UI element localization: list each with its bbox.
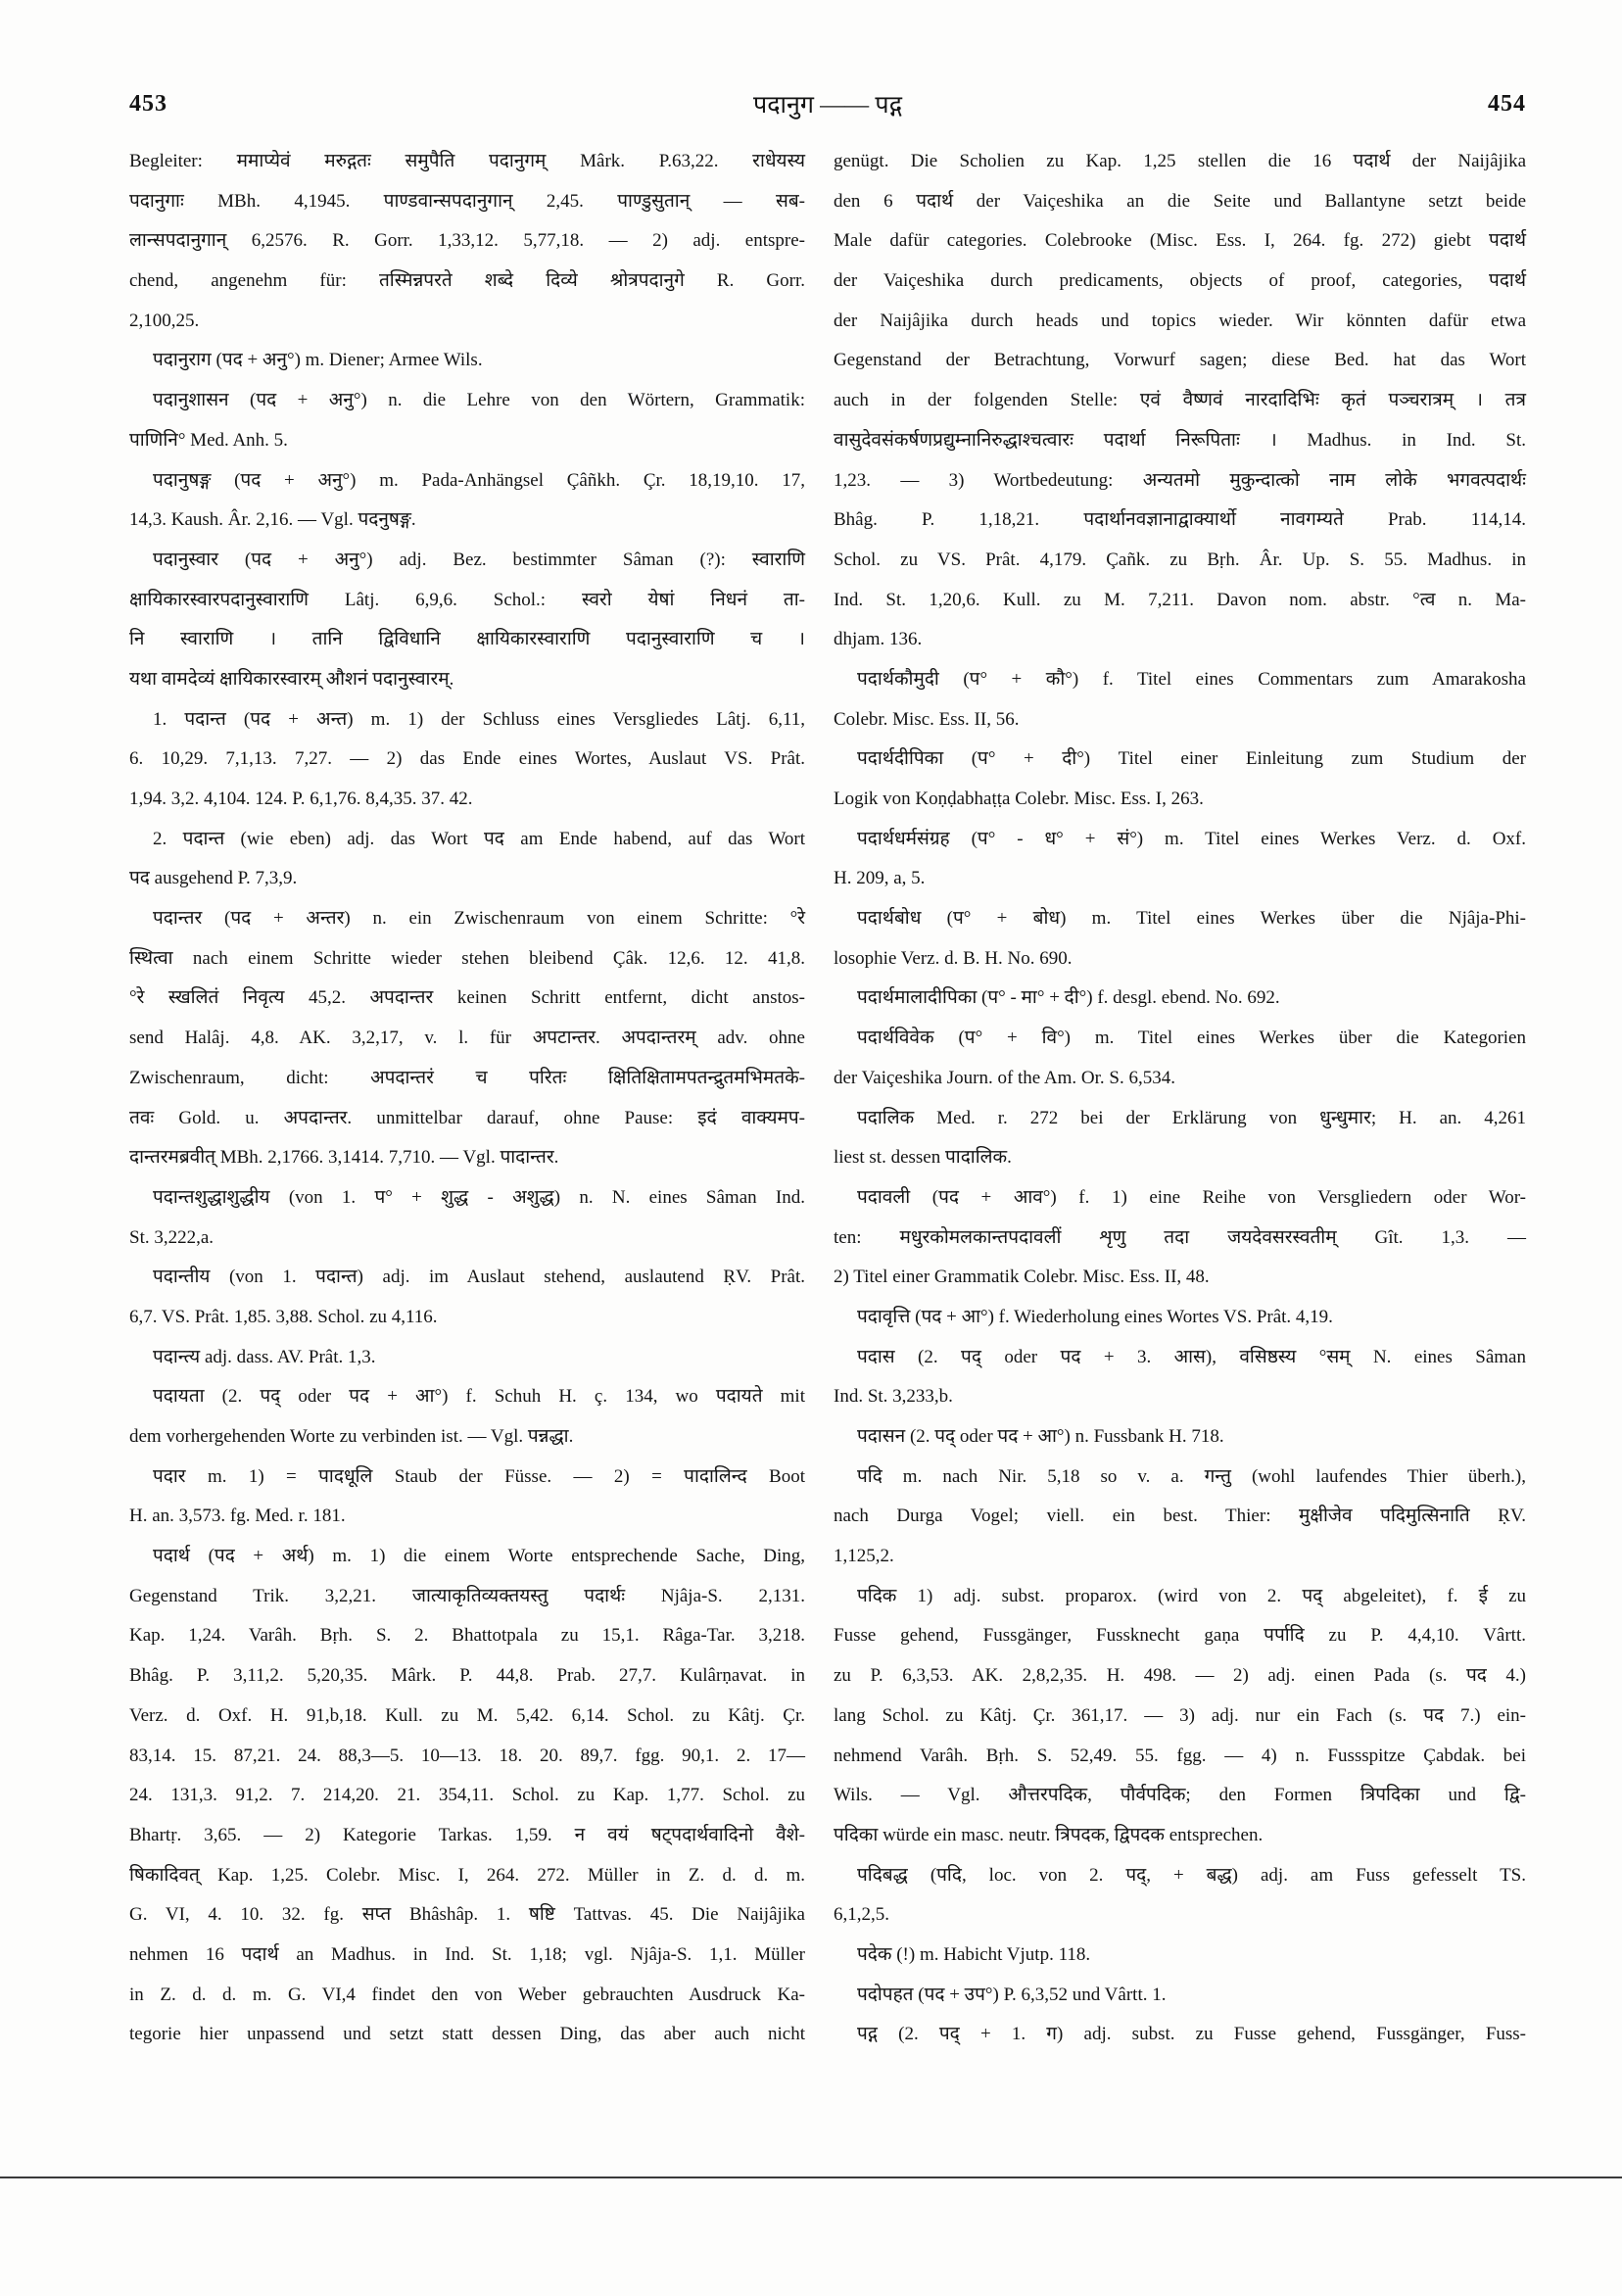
entry-line: पदान्त्य adj. dass. AV. Prât. 1,3. — [153, 1346, 376, 1367]
dictionary-entry — [129, 1458, 805, 1537]
entry-line: tegorie hier unpassend und setzt statt dessen Ding, das aber auch nicht — [129, 2024, 805, 2045]
entry-line: पदानुस्वार (पद + अनु°) adj. Bez. bestimmter Sâman (?): स्वाराणि — [153, 549, 805, 570]
entry-line: Male dafür categories. Colebrooke (Misc. Ess. I, 264. fg. 272) giebt पदार्थ — [834, 230, 1526, 252]
entry-line: 2) Titel einer Grammatik Colebr. Misc. Ess. II, 48. — [834, 1267, 1210, 1288]
entry-line: 1,23. — 3) Wortbedeutung: अन्यतमो मुकुन्दात्को नाम लोके भगवत्पदार्थः — [834, 469, 1526, 491]
dictionary-entry — [834, 740, 1526, 819]
entry-line: पदास (2. पद् oder पद + 3. आस), वसिष्ठस्य °सम् N. eines Sâman — [857, 1346, 1526, 1367]
entry-line: पदि m. nach Nir. 5,18 so v. a. गन्तु (wohl laufendes Thier überh.), — [857, 1465, 1526, 1487]
entry-line: क्षायिकारस्वारपदानुस्वाराणि Lâtj. 6,9,6. Schol.: स्वरो येषां निधनं ता- — [129, 589, 805, 610]
entry-line: nehmen 16 पदार्थ an Madhus. in Ind. St. 1,18; vgl. Njâja-S. 1,1. Müller — [129, 1943, 805, 1965]
entry-line: पदार्थधर्मसंग्रह (प° - ध° + सं°) m. Titel eines Werkes Verz. d. Oxf. — [857, 828, 1526, 849]
entry-line: पदासन (2. पद् oder पद + आ°) n. Fussbank H. 718. — [857, 1426, 1224, 1447]
left-column — [129, 142, 805, 2055]
dictionary-entry — [129, 541, 805, 700]
dictionary-entry — [129, 700, 805, 820]
page-number-left: 453 — [129, 90, 167, 117]
entry-line: पदेक (!) m. Habicht Vjutp. 118. — [857, 1943, 1091, 1965]
entry-line: तवः Gold. u. अपदान्तर. unmittelbar darauf, ohne Pause: इदं वाक्यमप- — [129, 1107, 805, 1128]
entry-line: यथा वामदेव्यं क्षायिकारस्वारम् औशनं पदानुस्वारम्. — [129, 668, 454, 690]
dictionary-entry — [834, 1856, 1526, 1936]
entry-line: °रे स्खलितं निवृत्य 45,2. अपदान्तर keinen Schritt entfernt, dicht anstos- — [129, 987, 805, 1009]
entry-line: zu P. 6,3,53. AK. 2,8,2,35. H. 498. — 2) adj. einen Pada (s. पद 4.) — [834, 1665, 1526, 1687]
entry-line: पदिक 1) adj. subst. proparox. (wird von 2. पद् abgeleitet), f. ई zu — [857, 1585, 1526, 1606]
entry-line: पदान्तशुद्धाशुद्धीय (von 1. प° + शुद्ध - अशुद्ध) n. N. eines Sâman Ind. — [153, 1186, 805, 1208]
dictionary-entry — [834, 660, 1526, 740]
entry-line: 6,1,2,5. — [834, 1904, 889, 1926]
entry-line: 1,125,2. — [834, 1546, 894, 1567]
entry-line: auch in der folgenden Stelle: एवं वैष्णवं नारदादिभिः कृतं पञ्चरात्रम् । तत्र — [834, 390, 1526, 411]
entry-line: पदार्थ (पद + अर्थ) m. 1) die einem Worte entsprechende Sache, Ding, — [153, 1546, 805, 1567]
entry-line: पाणिनि° Med. Anh. 5. — [129, 429, 288, 451]
entry-line: पदालिक Med. r. 272 bei der Erklärung von धुन्धुमार; H. an. 4,261 — [857, 1107, 1526, 1128]
page-number-right: 454 — [1488, 90, 1526, 117]
entry-line: Bhâg. P. 3,11,2. 5,20,35. Mârk. P. 44,8. Prab. 27,7. Kulârṇavat. in — [129, 1665, 805, 1687]
dictionary-entry — [834, 1178, 1526, 1298]
running-header — [129, 84, 1526, 123]
entry-line: 1. पदान्त (पद + अन्त) m. 1) der Schluss eines Versgliedes Lâtj. 6,11, — [153, 708, 805, 730]
entry-line: 24. 131,3. 91,2. 7. 214,20. 21. 354,11. Schol. zu Kap. 1,77. Schol. zu — [129, 1785, 805, 1806]
entry-line: Wils. — Vgl. औत्तरपदिक, पौर्वपदिक; den Formen त्रिपदिका und द्वि- — [834, 1785, 1526, 1806]
entry-line: losophie Verz. d. B. H. No. 690. — [834, 947, 1073, 969]
entry-line: पदार्थमालादीपिका (प° - मा° + दी°) f. desgl. ebend. No. 692. — [857, 987, 1280, 1009]
dictionary-entry — [129, 341, 805, 381]
dictionary-entry — [129, 820, 805, 899]
footer-rule — [0, 2176, 1622, 2178]
entry-line: Logik von Koṇḍabhaṭṭa Colebr. Misc. Ess. I, 263. — [834, 789, 1204, 809]
entry-line: Gegenstand Trik. 3,2,21. जात्याकृतिव्यक्तयस्तु पदार्थः Njâja-S. 2,131. — [129, 1585, 805, 1606]
entry-line: 2. पदान्त (wie eben) adj. das Wort पद am Ende habend, auf das Wort — [153, 828, 805, 849]
entry-line: der Vaiçeshika Journ. of the Am. Or. S. 6,534. — [834, 1067, 1175, 1088]
running-title: पदानुग —— पद्ग — [753, 92, 902, 119]
entry-line: 14,3. Kaush. Âr. 2,16. — Vgl. पदनुषङ्ग. — [129, 509, 416, 531]
entry-line: G. VI, 4. 10. 32. fg. सप्त Bhâshâp. 1. षष्टि Tattvas. 45. Die Naijâjika — [129, 1904, 805, 1926]
entry-line: der Vaiçeshika durch predicaments, objects of proof, categories, पदार्थ — [834, 270, 1526, 292]
entry-line: Gegenstand der Betrachtung, Vorwurf sagen; diese Bed. hat das Wort — [834, 350, 1526, 371]
entry-line: स्थित्वा nach einem Schritte wieder stehen bleibend Çâk. 12,6. 12. 41,8. — [129, 947, 805, 969]
entry-line: genügt. Die Scholien zu Kap. 1,25 stellen die 16 पदार्थ der Naijâjika — [834, 151, 1526, 171]
dictionary-entry — [129, 1537, 805, 2055]
dictionary-entry — [129, 142, 805, 341]
entry-line: nehmend Varâh. Bṛh. S. 52,49. 55. fgg. — 4) n. Fussspitze Çabdak. bei — [834, 1745, 1526, 1766]
dictionary-entry — [834, 142, 1526, 660]
dictionary-entry — [834, 899, 1526, 979]
entry-line: Ind. St. 3,233,b. — [834, 1386, 953, 1408]
entry-line: Bhartṛ. 3,65. — 2) Kategorie Tarkas. 1,59. न वयं षट्पदार्थवादिनो वैशे- — [129, 1824, 805, 1845]
entry-line: 83,14. 15. 87,21. 24. 88,3—5. 10—13. 18. 20. 89,7. fgg. 90,1. 2. 17— — [129, 1745, 805, 1766]
entry-line: nach Durga Vogel; viell. ein best. Thier: मुक्षीजेव पदिमुत्सिनाति ṚV. — [834, 1506, 1526, 1527]
dictionary-entry — [129, 1338, 805, 1378]
entry-line: ten: मधुरकोमलकान्तपदावलीं शृणु तदा जयदेवसरस्वतीम् Gît. 1,3. — — [834, 1226, 1526, 1248]
dictionary-entry — [129, 899, 805, 1178]
entry-line: पदावली (पद + आव°) f. 1) eine Reihe von Versgliedern oder Wor- — [857, 1186, 1526, 1208]
entry-line: dhjam. 136. — [834, 629, 923, 650]
dictionary-entry — [129, 1258, 805, 1337]
entry-line: Zwischenraum, dicht: अपदान्तरं च परितः क्षितिक्षितामपतन्द्रुतमभिमतके- — [129, 1067, 805, 1088]
dictionary-entry — [834, 1577, 1526, 1856]
entry-line: पदानुराग (पद + अनु°) m. Diener; Armee Wils. — [153, 350, 483, 371]
dictionary-entry — [834, 1417, 1526, 1458]
entry-line: नि स्वाराणि । तानि द्विविधानि क्षायिकारस्वाराणि पदानुस्वाराणि च । — [129, 629, 805, 650]
entry-line: पदार्थकौमुदी (प° + कौ°) f. Titel eines Commentars zum Amarakosha — [857, 668, 1526, 690]
dictionary-entry — [129, 1178, 805, 1258]
entry-line: वासुदेवसंकर्षणप्रद्युम्नानिरुद्धाश्चत्वारः पदार्था निरूपिताः । Madhus. in Ind. St. — [834, 429, 1526, 451]
dictionary-entry — [834, 1019, 1526, 1098]
dictionary-entry — [834, 820, 1526, 899]
entry-line: send Halâj. 4,8. AK. 3,2,17, v. l. für अपटान्तर. अपदान्तरम् adv. ohne — [129, 1028, 805, 1049]
entry-line: पदान्तीय (von 1. पदान्त) adj. im Auslaut stehend, auslautend ṚV. Prât. — [153, 1267, 805, 1288]
entry-line: H. 209, a, 5. — [834, 868, 926, 889]
entry-line: पदार्थदीपिका (प° + दी°) Titel einer Einleitung zum Studium der — [857, 748, 1526, 770]
entry-line: षिकादिवत् Kap. 1,25. Colebr. Misc. I, 264. 272. Müller in Z. d. d. m. — [129, 1864, 805, 1886]
entry-line: Begleiter: ममाप्येवं मरुद्गतः समुपैति पदानुगम् Mârk. P.63,22. राधेयस्य — [129, 151, 805, 171]
entry-line: पदानुगाः MBh. 4,1945. पाण्डवान्सपदानुगान् 2,45. पाण्डुसुतान् — सब- — [129, 190, 805, 212]
entry-line: lang Schol. zu Kâtj. Çr. 361,17. — 3) adj. nur ein Fach (s. पद 7.) ein- — [834, 1704, 1526, 1726]
entry-line: पदोपहत (पद + उप°) P. 6,3,52 und Vârtt. 1. — [857, 1984, 1167, 2005]
entry-line: 6,7. VS. Prât. 1,85. 3,88. Schol. zu 4,116. — [129, 1306, 438, 1327]
entry-line: पद ausgehend P. 7,3,9. — [129, 868, 298, 889]
entry-line: Ind. St. 1,20,6. Kull. zu M. 7,211. Davon nom. abstr. °त्व n. Ma- — [834, 589, 1526, 610]
dictionary-entry — [129, 381, 805, 460]
entry-line: पदानुशासन (पद + अनु°) n. die Lehre von den Wörtern, Grammatik: — [153, 390, 805, 411]
dictionary-entry — [834, 1338, 1526, 1417]
right-column — [834, 142, 1526, 2055]
entry-line: 6. 10,29. 7,1,13. 7,27. — 2) das Ende eines Wortes, Auslaut VS. Prât. — [129, 748, 805, 770]
entry-line: दान्तरमब्रवीत् MBh. 2,1766. 3,1414. 7,710. — Vgl. पादान्तर. — [129, 1147, 559, 1169]
entry-line: der Naijâjika durch heads und topics wieder. Wir könnten dafür etwa — [834, 310, 1526, 331]
entry-line: Verz. d. Oxf. H. 91,b,18. Kull. zu M. 5,42. 6,14. Schol. zu Kâtj. Çr. — [129, 1704, 805, 1726]
dictionary-entry — [129, 1377, 805, 1457]
entry-line: पदान्तर (पद + अन्तर) n. ein Zwischenraum von einem Schritte: °रे — [153, 908, 805, 930]
dictionary-entry — [834, 1458, 1526, 1577]
dictionary-entry — [834, 1099, 1526, 1178]
entry-line: पदानुषङ्ग (पद + अनु°) m. Pada-Anhängsel Çâñkh. Çr. 18,19,10. 17, — [153, 469, 805, 491]
entry-line: H. an. 3,573. fg. Med. r. 181. — [129, 1506, 346, 1527]
entry-line: Colebr. Misc. Ess. II, 56. — [834, 708, 1020, 730]
entry-line: पदार m. 1) = पादधूलि Staub der Füsse. — 2) = पादालिन्द Boot — [153, 1465, 805, 1487]
entry-line: 1,94. 3,2. 4,104. 124. P. 6,1,76. 8,4,35. 37. 42. — [129, 789, 473, 809]
entry-line: Schol. zu VS. Prât. 4,179. Çañk. zu Bṛh. Âr. Up. S. 55. Madhus. in — [834, 549, 1526, 570]
entry-line: पदिका würde ein masc. neutr. त्रिपदक, द्विपदक entsprechen. — [834, 1824, 1264, 1845]
dictionary-entry — [834, 1298, 1526, 1338]
entry-line: den 6 पदार्थ der Vaiçeshika an die Seite und Ballantyne setzt beide — [834, 190, 1526, 212]
dictionary-entry — [129, 461, 805, 541]
entry-line: St. 3,222,a. — [129, 1226, 215, 1248]
entry-line: Fusse gehend, Fussgänger, Fussknecht gaṇa पर्पादि zu P. 4,4,10. Vârtt. — [834, 1625, 1526, 1647]
entry-line: पदार्थबोध (प° + बोध) m. Titel eines Werkes über die Njâja-Phi- — [857, 908, 1526, 930]
dictionary-entry — [834, 1976, 1526, 2016]
entry-line: पदावृत्ति (पद + आ°) f. Wiederholung eines Wortes VS. Prât. 4,19. — [857, 1306, 1333, 1327]
entry-line: लान्सपदानुगान् 6,2576. R. Gorr. 1,33,12. 5,77,18. — 2) adj. entspre- — [129, 230, 805, 252]
dictionary-entry — [834, 2015, 1526, 2055]
entry-line: Bhâg. P. 1,18,21. पदार्थानवज्ञानाद्वाक्यार्थो नावगम्यते Prab. 114,14. — [834, 509, 1526, 531]
entry-line: पदार्थविवेक (प° + वि°) m. Titel eines Werkes über die Kategorien — [857, 1028, 1526, 1049]
entry-line: Kap. 1,24. Varâh. Bṛh. S. 2. Bhattotpala zu 15,1. Râga-Tar. 3,218. — [129, 1625, 805, 1647]
entry-line: पद्ग (2. पद् + 1. ग) adj. subst. zu Fusse gehend, Fussgänger, Fuss- — [857, 2024, 1526, 2045]
dictionary-entry — [834, 979, 1526, 1019]
entry-line: 2,100,25. — [129, 310, 200, 331]
entry-line: dem vorhergehenden Worte zu verbinden ist. — Vgl. पन्नद्धा. — [129, 1426, 574, 1447]
entry-line: in Z. d. d. m. G. VI,4 findet den von Weber gebrauchten Ausdruck Ka- — [129, 1984, 805, 2005]
dictionary-entry — [834, 1936, 1526, 1976]
entry-line: liest st. dessen पादालिक. — [834, 1147, 1012, 1169]
entry-line: chend, angenehm für: तस्मिन्नपरते शब्दे दिव्ये श्रोत्रपदानुगे R. Gorr. — [129, 270, 805, 292]
entry-line: पदिबद्ध (पदि, loc. von 2. पद्, + बद्ध) adj. am Fuss gefesselt TS. — [857, 1864, 1526, 1886]
entry-line: पदायता (2. पद् oder पद + आ°) f. Schuh H. ç. 134, wo पदायते mit — [153, 1386, 805, 1408]
